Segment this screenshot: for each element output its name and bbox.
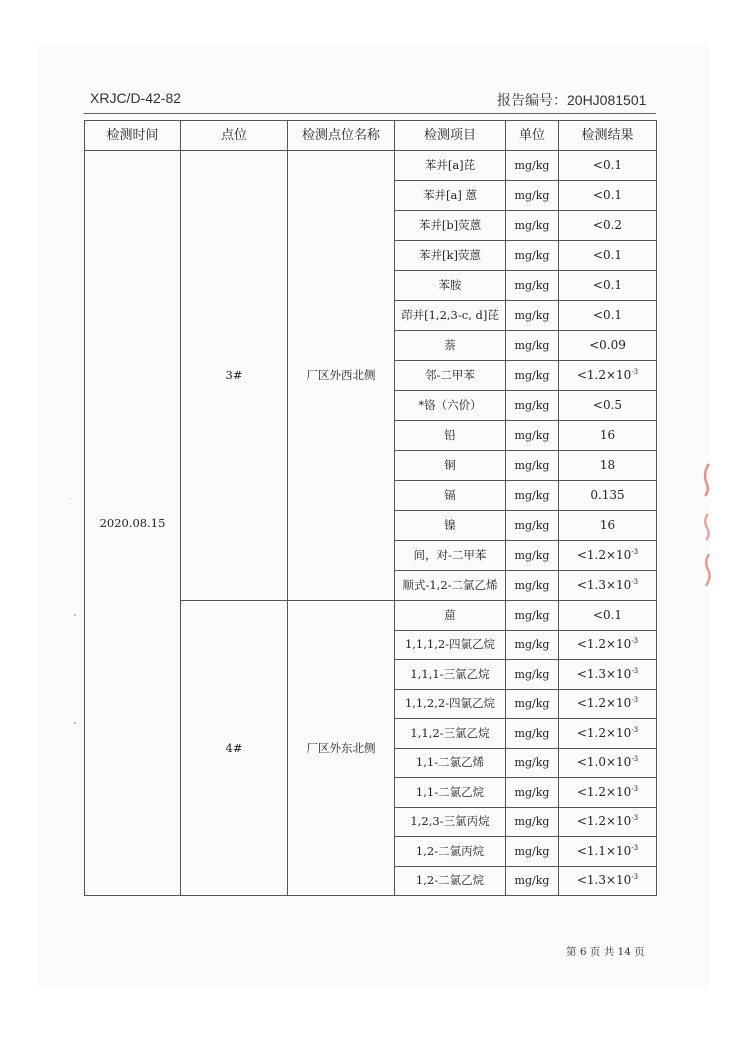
result-cell [559, 719, 657, 749]
item-cell: *铬（六价） [395, 391, 506, 421]
result-cell [559, 807, 657, 837]
result-value: <1.2×10 [576, 368, 632, 382]
result-value: <1.1×10 [576, 843, 632, 858]
result-value: <0.1 [592, 278, 623, 292]
item-cell: 铜 [395, 451, 506, 481]
result-value: <1.2×10 [576, 696, 632, 711]
item-cell: 1,1-二氯乙烷 [395, 778, 506, 808]
item-cell: 苯并[b]荧蒽 [395, 211, 506, 241]
item-cell: 茚并[1,2,3-c, d]芘 [395, 301, 506, 331]
scan-speck [74, 614, 76, 616]
point-name-cell: 厂区外东北侧 [288, 601, 395, 896]
unit-cell: mg/kg [506, 181, 559, 211]
item-cell: 邻-二甲苯 [395, 361, 506, 391]
header-rule [84, 113, 656, 114]
result-value: <1.3×10 [576, 666, 632, 681]
result-value: <1.0×10 [576, 755, 632, 770]
results-table [84, 120, 657, 896]
unit-cell: mg/kg [506, 778, 559, 808]
result-exponent: -3 [631, 843, 639, 852]
unit-cell: mg/kg [506, 689, 559, 719]
unit-cell: mg/kg [506, 391, 559, 421]
result-cell [559, 630, 657, 660]
result-value: <0.2 [592, 218, 623, 232]
result-value: <0.5 [592, 398, 623, 412]
document-code: XRJC/D-42-82 [90, 90, 182, 106]
item-cell: 萘 [395, 331, 506, 361]
result-exponent: -3 [631, 696, 639, 705]
item-cell: 1,1,2,2-四氯乙烷 [395, 689, 506, 719]
result-value: <1.2×10 [576, 725, 632, 740]
result-cell [559, 241, 657, 271]
header-point-name: 检测点位名称 [288, 121, 395, 151]
item-cell: 铅 [395, 421, 506, 451]
result-value: 18 [599, 458, 616, 472]
item-cell: 间，对-二甲苯 [395, 541, 506, 571]
result-exponent: -3 [631, 666, 639, 675]
unit-cell: mg/kg [506, 630, 559, 660]
item-cell: 1,2-二氯丙烷 [395, 837, 506, 867]
unit-cell: mg/kg [506, 451, 559, 481]
result-value: 16 [599, 428, 616, 442]
item-cell: 苯并[a] 蒽 [395, 181, 506, 211]
result-cell [559, 151, 657, 181]
result-exponent: -3 [631, 368, 639, 376]
unit-cell: mg/kg [506, 151, 559, 181]
unit-cell: mg/kg [506, 541, 559, 571]
test-date-cell: 2020.08.15 [85, 151, 181, 896]
header-unit: 单位 [506, 121, 559, 151]
table-body [85, 151, 657, 896]
item-cell: 1,1,1,2-四氯乙烷 [395, 630, 506, 660]
unit-cell: mg/kg [506, 601, 559, 631]
header-date: 检测时间 [85, 121, 181, 151]
item-cell: 1,2,3-三氯丙烷 [395, 807, 506, 837]
result-value: <0.1 [592, 188, 623, 202]
result-value: <1.2×10 [576, 814, 632, 829]
item-cell: 镍 [395, 511, 506, 541]
unit-cell: mg/kg [506, 719, 559, 749]
result-value: <1.3×10 [576, 873, 632, 888]
result-cell [559, 271, 657, 301]
page-number: 第 6 页 共 14 页 [566, 946, 645, 958]
unit-cell: mg/kg [506, 481, 559, 511]
result-value: <0.1 [592, 607, 623, 622]
result-cell [559, 481, 657, 511]
result-value: <0.1 [592, 248, 623, 262]
item-cell: 1,2-二氯乙烷 [395, 866, 506, 896]
report-number: 报告编号：20HJ081501 [497, 92, 647, 108]
result-cell [559, 541, 657, 571]
unit-cell: mg/kg [506, 748, 559, 778]
point-cell: 3# [181, 151, 288, 601]
result-cell [559, 511, 657, 541]
result-exponent: -3 [631, 784, 639, 793]
unit-cell: mg/kg [506, 660, 559, 690]
result-cell [559, 211, 657, 241]
unit-cell: mg/kg [506, 241, 559, 271]
unit-cell: mg/kg [506, 837, 559, 867]
result-exponent: -3 [631, 578, 639, 586]
result-exponent: -3 [631, 548, 639, 556]
result-value: <1.2×10 [576, 637, 632, 652]
result-cell [559, 451, 657, 481]
result-value: 0.135 [590, 488, 625, 502]
unit-cell: mg/kg [506, 211, 559, 241]
result-cell [559, 181, 657, 211]
scan-speck [70, 498, 71, 499]
result-value: <1.2×10 [576, 548, 632, 562]
result-value: <0.1 [592, 158, 623, 172]
result-exponent: -3 [631, 814, 639, 823]
result-cell [559, 660, 657, 690]
header-item: 检测项目 [395, 121, 506, 151]
item-cell: 镉 [395, 481, 506, 511]
result-exponent: -3 [631, 873, 639, 882]
unit-cell: mg/kg [506, 421, 559, 451]
result-cell [559, 601, 657, 631]
header-result: 检测结果 [559, 121, 657, 151]
result-cell [559, 331, 657, 361]
unit-cell: mg/kg [506, 271, 559, 301]
result-cell [559, 301, 657, 331]
item-cell: 1,1,2-三氯乙烷 [395, 719, 506, 749]
unit-cell: mg/kg [506, 807, 559, 837]
seal-stamp-edge [700, 462, 714, 602]
unit-cell: mg/kg [506, 361, 559, 391]
unit-cell: mg/kg [506, 301, 559, 331]
result-cell [559, 571, 657, 601]
item-cell: 苯胺 [395, 271, 506, 301]
result-cell [559, 837, 657, 867]
table-header-row [85, 121, 657, 151]
point-cell: 4# [181, 601, 288, 896]
item-cell: 苯并[k]荧蒽 [395, 241, 506, 271]
result-cell [559, 421, 657, 451]
point-name-cell: 厂区外西北侧 [288, 151, 395, 601]
result-cell [559, 778, 657, 808]
result-value: <1.2×10 [576, 784, 632, 799]
unit-cell: mg/kg [506, 571, 559, 601]
item-cell: 1,1,1-三氯乙烷 [395, 660, 506, 690]
result-cell [559, 361, 657, 391]
result-value: <0.1 [592, 308, 623, 322]
item-cell: 顺式-1,2-二氯乙烯 [395, 571, 506, 601]
result-exponent: -3 [631, 755, 639, 764]
unit-cell: mg/kg [506, 866, 559, 896]
result-cell [559, 748, 657, 778]
result-exponent: -3 [631, 725, 639, 734]
result-value: <0.09 [589, 338, 626, 352]
table-row [85, 151, 657, 181]
scan-speck [74, 722, 76, 724]
unit-cell: mg/kg [506, 511, 559, 541]
result-cell [559, 866, 657, 896]
result-cell [559, 391, 657, 421]
result-value: <1.3×10 [576, 578, 632, 592]
result-value: 16 [599, 518, 616, 532]
header-point: 点位 [181, 121, 288, 151]
unit-cell: mg/kg [506, 331, 559, 361]
item-cell: 1,1-二氯乙烯 [395, 748, 506, 778]
item-cell: 䓛 [395, 601, 506, 631]
result-cell [559, 689, 657, 719]
result-exponent: -3 [631, 637, 639, 646]
item-cell: 苯并[a]芘 [395, 151, 506, 181]
